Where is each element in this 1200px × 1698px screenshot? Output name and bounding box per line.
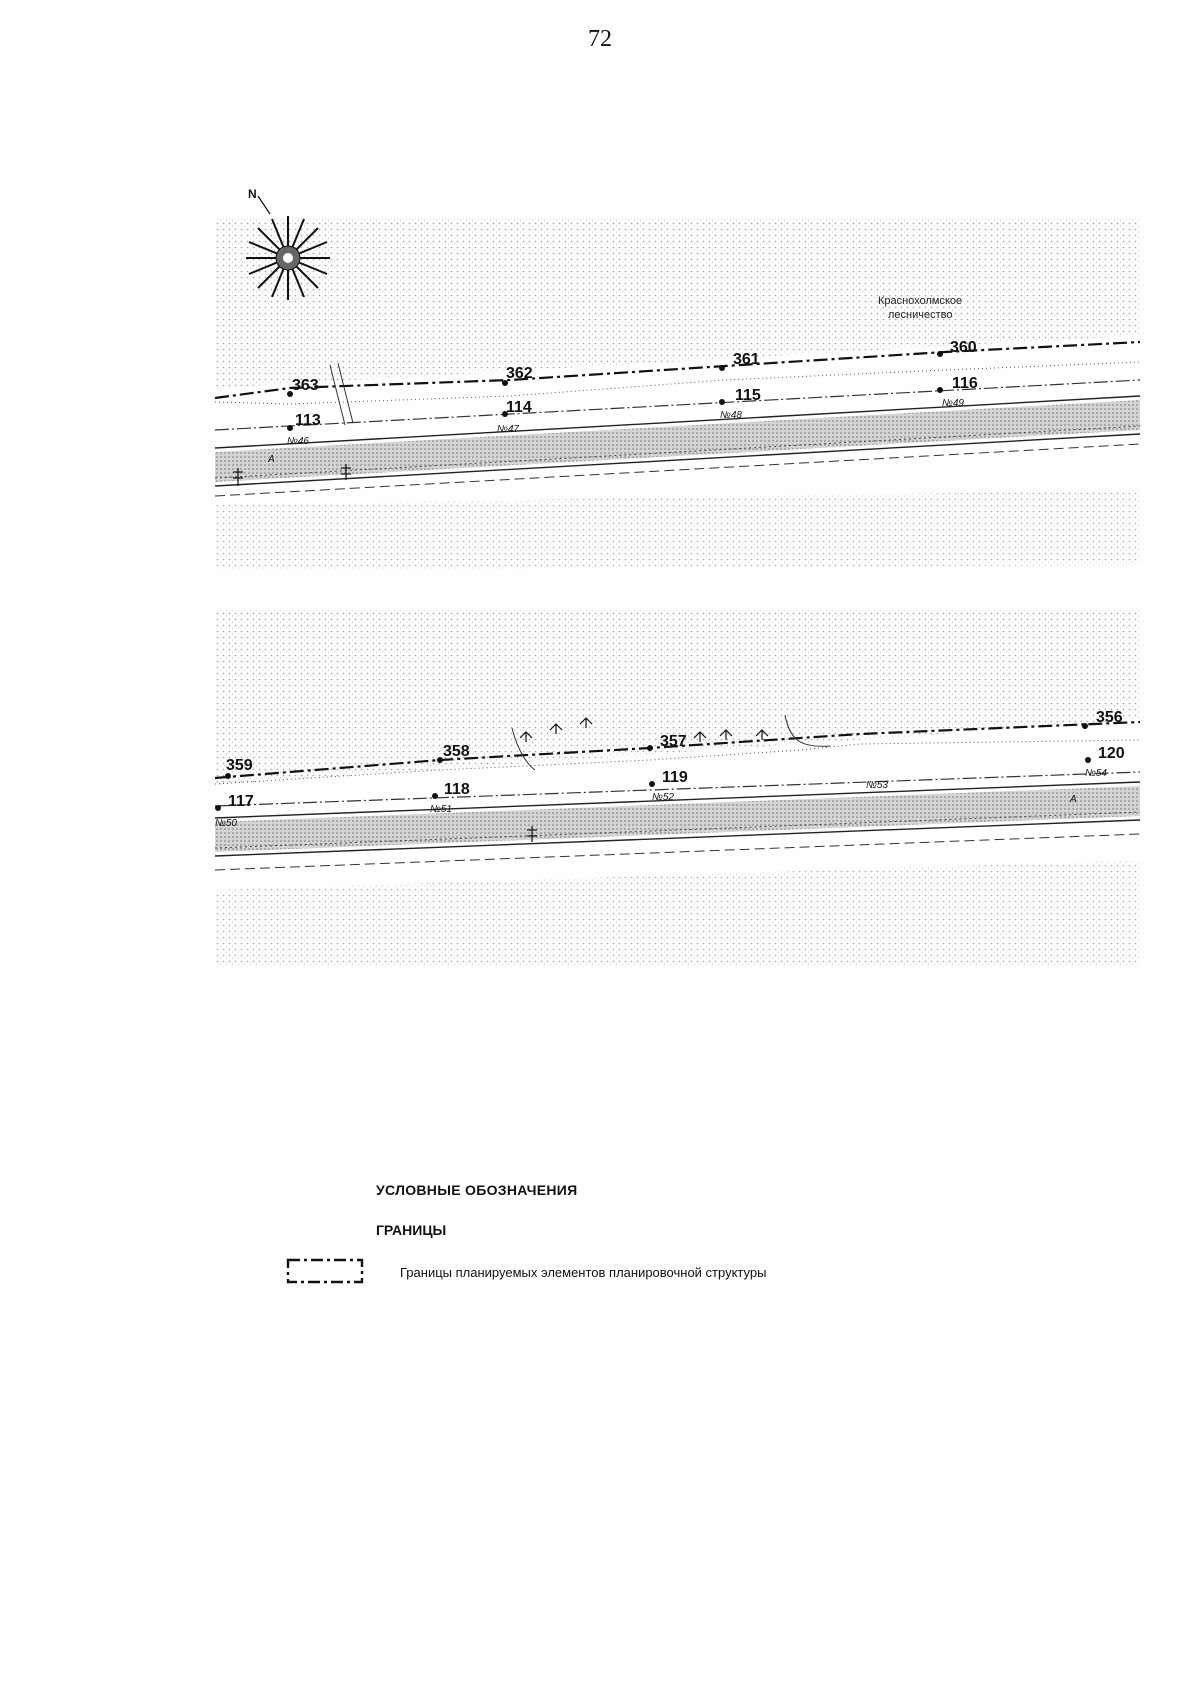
pole-49: №49 xyxy=(942,398,964,409)
forest-label-line-1: Краснохолмское xyxy=(878,295,963,307)
compass-n-label: N xyxy=(248,187,257,201)
legend-item-planning-boundary: Границы планируемых элементов планировочной структуры xyxy=(400,1265,767,1280)
boundary-point-359: 359 xyxy=(226,757,253,774)
terrain-stipple-upper xyxy=(215,218,1140,388)
terrain-stipple-upper-south xyxy=(215,490,1140,570)
pole-51: №51 xyxy=(430,804,452,815)
boundary-point-356: 356 xyxy=(1096,709,1123,726)
lower-map-segment xyxy=(215,610,1140,965)
road-mark-a-upper: A xyxy=(268,454,275,465)
boundary-point-363: 363 xyxy=(292,377,319,394)
line-point-117: 117 xyxy=(228,793,254,810)
line-point-115: 115 xyxy=(735,387,761,404)
road-band-lower xyxy=(215,786,1140,852)
line-point-116: 116 xyxy=(952,375,978,392)
line-point-119: 119 xyxy=(662,769,688,786)
upper-map-segment xyxy=(215,218,1140,570)
pole-46: №46 xyxy=(287,436,309,447)
pole-52: №52 xyxy=(652,792,674,803)
dash-dot-boundary-icon xyxy=(286,1254,366,1293)
road-mark-a-lower: A xyxy=(1070,794,1077,805)
road-band-upper xyxy=(215,400,1140,482)
boundary-point-357: 357 xyxy=(660,733,687,750)
boundary-point-360: 360 xyxy=(950,339,977,356)
terrain-stipple-lower xyxy=(215,610,1140,785)
forest-label-line-2: лесничество xyxy=(888,309,953,321)
pole-47: №47 xyxy=(497,424,519,435)
legend-title: УСЛОВНЫЕ ОБОЗНАЧЕНИЯ xyxy=(376,1182,578,1198)
line-point-114: 114 xyxy=(506,399,532,416)
pole-48: №48 xyxy=(720,410,742,421)
pole-54: №54 xyxy=(1085,768,1107,779)
line-point-113: 113 xyxy=(295,412,321,429)
pole-50: №50 xyxy=(215,818,237,829)
line-point-120: 120 xyxy=(1098,745,1125,762)
page-number: 72 xyxy=(588,26,612,52)
boundary-point-358: 358 xyxy=(443,743,470,760)
boundary-point-362: 362 xyxy=(506,365,533,382)
legend-section-boundaries: ГРАНИЦЫ xyxy=(376,1222,447,1238)
terrain-stipple-lower-south xyxy=(215,860,1140,965)
pole-53: №53 xyxy=(866,780,888,791)
boundary-point-361: 361 xyxy=(733,351,760,368)
line-point-118: 118 xyxy=(444,781,470,798)
